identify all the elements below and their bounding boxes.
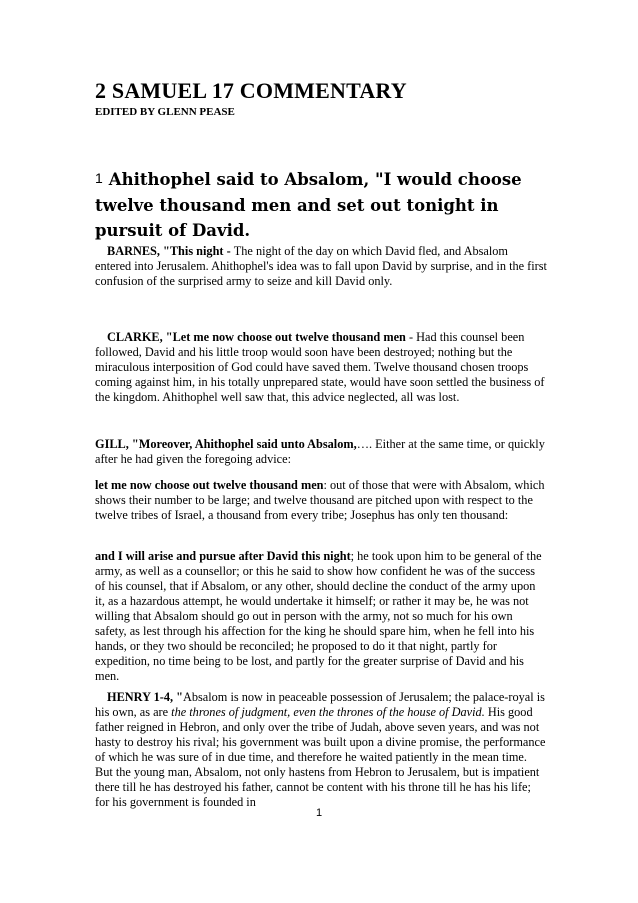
page-subtitle: EDITED BY GLENN PEASE <box>95 106 235 118</box>
henry-lead: HENRY 1-4, " <box>107 690 183 704</box>
clarke-paragraph <box>95 330 547 405</box>
gill-choose-paragraph <box>95 478 547 523</box>
henry-body-2: His good father reigned in Hebron, and only over the tribe of Judah, above seven years, and was not hasty to destroy his rival; his government was built upon a divine promise, the performance of which he was sure of in due time, and therefore he waited patiently in the mean time. But the young man, Absalom, not only hastens from Hebron to Jerusalem, but is impatient there till he has destroyed his father, cannot be content with his throne till he has his life; for his government is founded in <box>95 705 546 809</box>
barnes-lead: BARNES, "This night - <box>107 244 234 258</box>
gill-intro-paragraph <box>95 437 547 467</box>
page-title: 2 SAMUEL 17 COMMENTARY <box>95 78 407 103</box>
henry-paragraph <box>95 690 547 810</box>
page-number: 1 <box>315 807 323 819</box>
gill-choose-body: : out of those that were with Absalom, which shows their number to be large; and twelve thousand are pitched upon with respect to the twelve tribes of Israel, a thousand from every tribe; Josephus has only ten thousand: <box>95 478 545 522</box>
henry-italic: the thrones of judgment, even the thrones of the house of David. <box>171 705 485 719</box>
gill-intro-lead: GILL, "Moreover, Ahithophel said unto Absalom, <box>95 437 357 451</box>
barnes-paragraph <box>95 244 547 289</box>
clarke-body: - Had this counsel been followed, David and his little troop would soon have been destroyed; nothing but the miraculous interposition of God could have saved them. Twelve thousand chosen troops coming against him, in his totally unprepared state, would have soon settled the business of the kingdom. Ahithophel well saw that, this advice neglected, all was lost. <box>95 330 545 404</box>
henry-body-1: Absalom is now in peaceable possession of Jerusalem; the palace-royal is his own, as are <box>95 690 545 719</box>
verse-text-block <box>95 167 555 243</box>
gill-arise-lead: and I will arise and pursue after David this night <box>95 549 351 563</box>
verse-text: Ahithophel said to Absalom, "I would choose twelve thousand men and set out tonight in pursuit of David. <box>95 170 522 240</box>
verse-number: 1 <box>95 170 103 186</box>
clarke-lead: CLARKE, "Let me now choose out twelve thousand men <box>107 330 406 344</box>
gill-arise-body: ; he took upon him to be general of the army, as well as a counsellor; or this he said to show how confident he was of the success of his counsel, that if Absalom, or any other, should decline the conduct of the army upon it, as a hazardous attempt, he would undertake it himself; or rather it may be, he was not willing that Absalom should go out in person with the army, not so much for his own safety, as lest through his affection for the king he should spare him, when he fell into his hands, or they two should be reconciled; he proposed to do it that night, partly for expedition, no time being to be lost, and partly for the greater surprise of David and his men. <box>95 549 542 683</box>
gill-choose-lead: let me now choose out twelve thousand men <box>95 478 324 492</box>
gill-arise-paragraph <box>95 549 547 684</box>
gill-intro-body: …. Either at the same time, or quickly after he had given the foregoing advice: <box>95 437 545 466</box>
barnes-body: The night of the day on which David fled, and Absalom entered into Jerusalem. Ahithophel's idea was to fall upon David by surprise, and in the first confusion of the surprised army to seize and kill David only. <box>95 244 547 288</box>
